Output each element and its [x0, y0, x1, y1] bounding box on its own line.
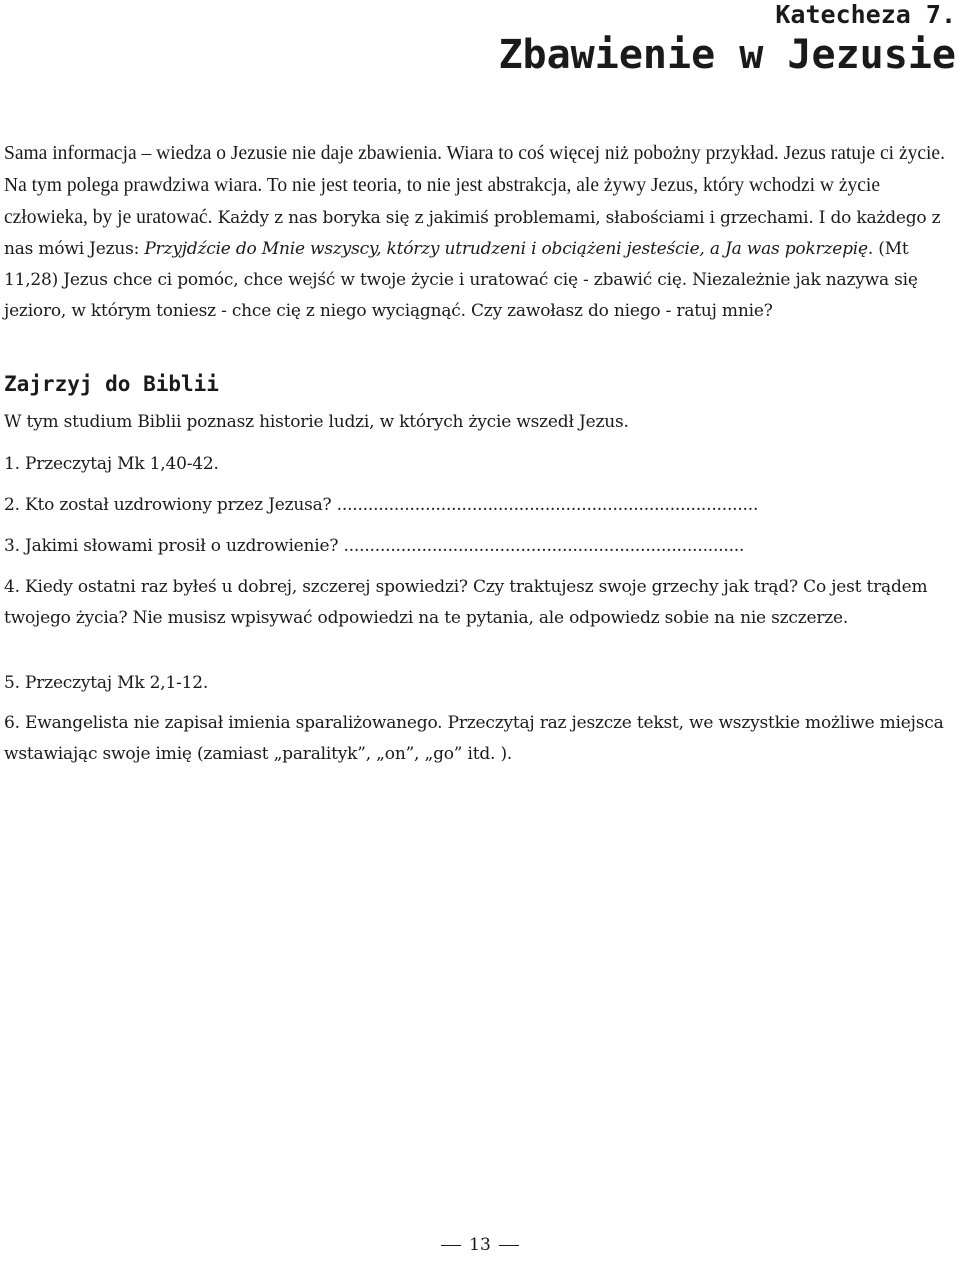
list-item: 5. Przeczytaj Mk 2,1-12. — [4, 673, 209, 693]
dash-right — [499, 1245, 519, 1246]
intro-text-part2: Każdy z nas boryka się z jakimiś problemami, słabościami i grzechami. I do każdego z nas mówi Jezus: — [4, 208, 941, 259]
intro-text-part3: . (Mt 11,28) Jezus chce ci pomóc, chce wejść w twoje życie i uratować cię - zbawić cię. Niezależnie jak nazywa się jezioro, w którym toniesz - chce cię z niego wyciągnąć. Czy zawołasz do niego - ratuj mnie? — [4, 239, 918, 321]
list-item: 1. Przeczytaj Mk 1,40-42. — [4, 454, 219, 474]
page-footer — [0, 1235, 960, 1255]
list-item: 2. Kto został uzdrowiony przez Jezusa? ................................................................................. — [4, 495, 759, 515]
page-header — [498, 0, 956, 80]
bible-quote: Przyjdźcie do Mnie wszyscy, którzy utrudzeni i obciążeni jesteście, a Ja was pokrzepię — [144, 239, 868, 259]
intro-text-part1: Sama informacja – wiedza o Jezusie nie daje zbawienia. Wiara to coś więcej niż pobożny przykład. Jezus ratuje ci życie. Na tym polega prawdziwa wiara. To nie jest teoria, to nie jest abstrakcja, ale żywy Jezus, który wchodzi w życie człowieka, by je uratować. — [4, 143, 945, 228]
list-item: 6. Ewangelista nie zapisał imienia sparaliżowanego. Przeczytaj raz jeszcze tekst, we wszystkie możliwe miejsca wstawiając swoje imię (zamiast „paralityk”, „on”, „go” itd. ). — [4, 713, 944, 764]
section-heading: Zajrzyj do Biblii — [4, 372, 219, 396]
dash-left — [441, 1245, 461, 1246]
page-number: 13 — [469, 1235, 491, 1255]
lesson-number: Katecheza 7. — [775, 0, 956, 29]
section-lead: W tym studium Biblii poznasz historie ludzi, w których życie wszedł Jezus. — [4, 412, 629, 432]
list-item: 3. Jakimi słowami prosił o uzdrowienie? ............................................................................. — [4, 536, 745, 556]
intro-paragraph — [4, 138, 956, 327]
list-item: 4. Kiedy ostatni raz byłeś u dobrej, szczerej spowiedzi? Czy traktujesz swoje grzechy jak trąd? Co jest trądem twojego życia? Nie musisz wpisywać odpowiedzi na te pytania, ale odpowiedz sobie na nie szczerze. — [4, 577, 928, 628]
page-title: Zbawienie w Jezusie — [498, 32, 956, 78]
